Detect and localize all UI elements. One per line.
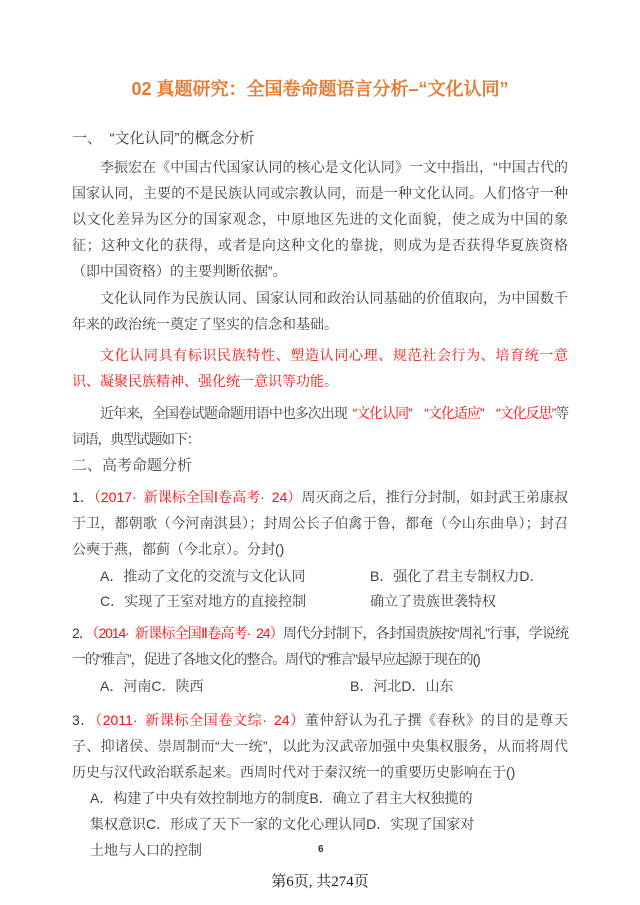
- paragraph-4-highlight-terms: “文化认同” “文化适应” “文化反思”: [346, 405, 556, 421]
- option-cell: A．推动了文化的交流与文化认同: [100, 568, 306, 584]
- concept-paragraph-1: 李振宏在《中国古代国家认同的核心是文化认同》一文中指出，“中国古代的国家认同，主要的不是民族认同或宗教认同，而是一种文化认同。人们恪守一种以文化差异为区分的国家观念，中原地区先进的文化面貌，使之成为中国的象征；这种文化的获得，或者是向这种文化的靠拢，则成为是否获得华夏族资格（即中国资格）的主要判断依据”。: [72, 159, 568, 279]
- question-3-number: 3．: [72, 712, 96, 728]
- question-2-number: 2．: [72, 625, 93, 641]
- question-1-stem: [72, 484, 568, 562]
- inline-page-number: 6: [318, 844, 324, 855]
- question-1-text: 周灭商之后，推行分封制，如封武王弟康叔于卫，都朝歌（今河南淇县）；封周公长子伯禽于鲁，都奄（今山东曲阜）；封召公奭于燕，都蓟（今北京）。分封(): [72, 489, 568, 557]
- question-1-source: （2017· 新课标全国Ⅰ卷高考· 24）: [93, 489, 302, 505]
- section-concept-heading: 一、 “文化认同”的概念分析: [72, 130, 255, 147]
- option-row: [72, 564, 568, 589]
- option-line: 集权意识C．形成了天下一家的文化心理认同D．实现了国家对: [90, 816, 475, 832]
- option-line-text: 土地与人口的控制: [90, 842, 202, 858]
- question-2-options: [72, 674, 568, 699]
- option-cell: B．河北D．山东: [350, 678, 454, 694]
- paragraph-4-tail: 等词语，典型试题如下：: [72, 405, 569, 447]
- question-2-stem: [72, 620, 568, 672]
- option-line: A．构建了中央有效控制地方的制度B．确立了君主大权独揽的: [90, 790, 473, 806]
- concept-paragraph-highlight: 文化认同具有标识民族特性、塑造认同心理、规范社会行为、培育统一意识、凝聚民族精神、强化统一意识等功能。: [72, 347, 568, 389]
- section-exam-heading: 二、高考命题分析: [72, 458, 193, 474]
- option-row: [72, 589, 568, 614]
- option-row: [72, 674, 568, 699]
- paragraph-4-lead: 近年来，全国卷试题命题用语中也多次出现: [100, 405, 347, 421]
- option-cell: 确立了贵族世袭特权: [370, 593, 496, 609]
- document-title: 02 真题研究：全国卷命题语言分析–“文化认同”: [131, 79, 509, 99]
- question-3-stem: [72, 707, 568, 785]
- concept-paragraph-4: [72, 400, 568, 452]
- question-2-source: （2014· 新课标全国Ⅱ卷高考· 24）: [92, 625, 284, 641]
- option-cell: B．强化了君主专制权力D．: [370, 568, 544, 584]
- question-3-text: 董仲舒认为孔子撰《春秋》的目的是尊天子、抑诸侯、崇周制而“大一统”，以此为汉武帝加强中央集权服务，从而将周代历史与汉代政治联系起来。西周时代对于秦汉统一的重要历史影响在于(): [72, 712, 568, 780]
- question-2-text: 周代分封制下，各封国贵族按“周礼”行事，学说统一的“雅言”，促进了各地文化的整合。周代的“雅言”最早应起源于现在的(): [72, 625, 568, 667]
- option-line: [90, 837, 568, 863]
- question-3-source: （2011· 新课标全国卷文综· 24）: [95, 712, 305, 728]
- question-3-options: [90, 785, 568, 863]
- page-footer-label: 第6页, 共274页: [271, 874, 369, 890]
- question-1-number: 1．: [72, 489, 94, 505]
- option-cell: C．实现了王室对地方的直接控制: [100, 593, 307, 609]
- concept-paragraph-2: 文化认同作为民族认同、国家认同和政治认同基础的价值取向，为中国数千年来的政治统一奠定了坚实的信念和基础。: [72, 290, 568, 332]
- option-cell: A．河南C．陕西: [100, 678, 204, 694]
- question-1-options: [72, 564, 568, 614]
